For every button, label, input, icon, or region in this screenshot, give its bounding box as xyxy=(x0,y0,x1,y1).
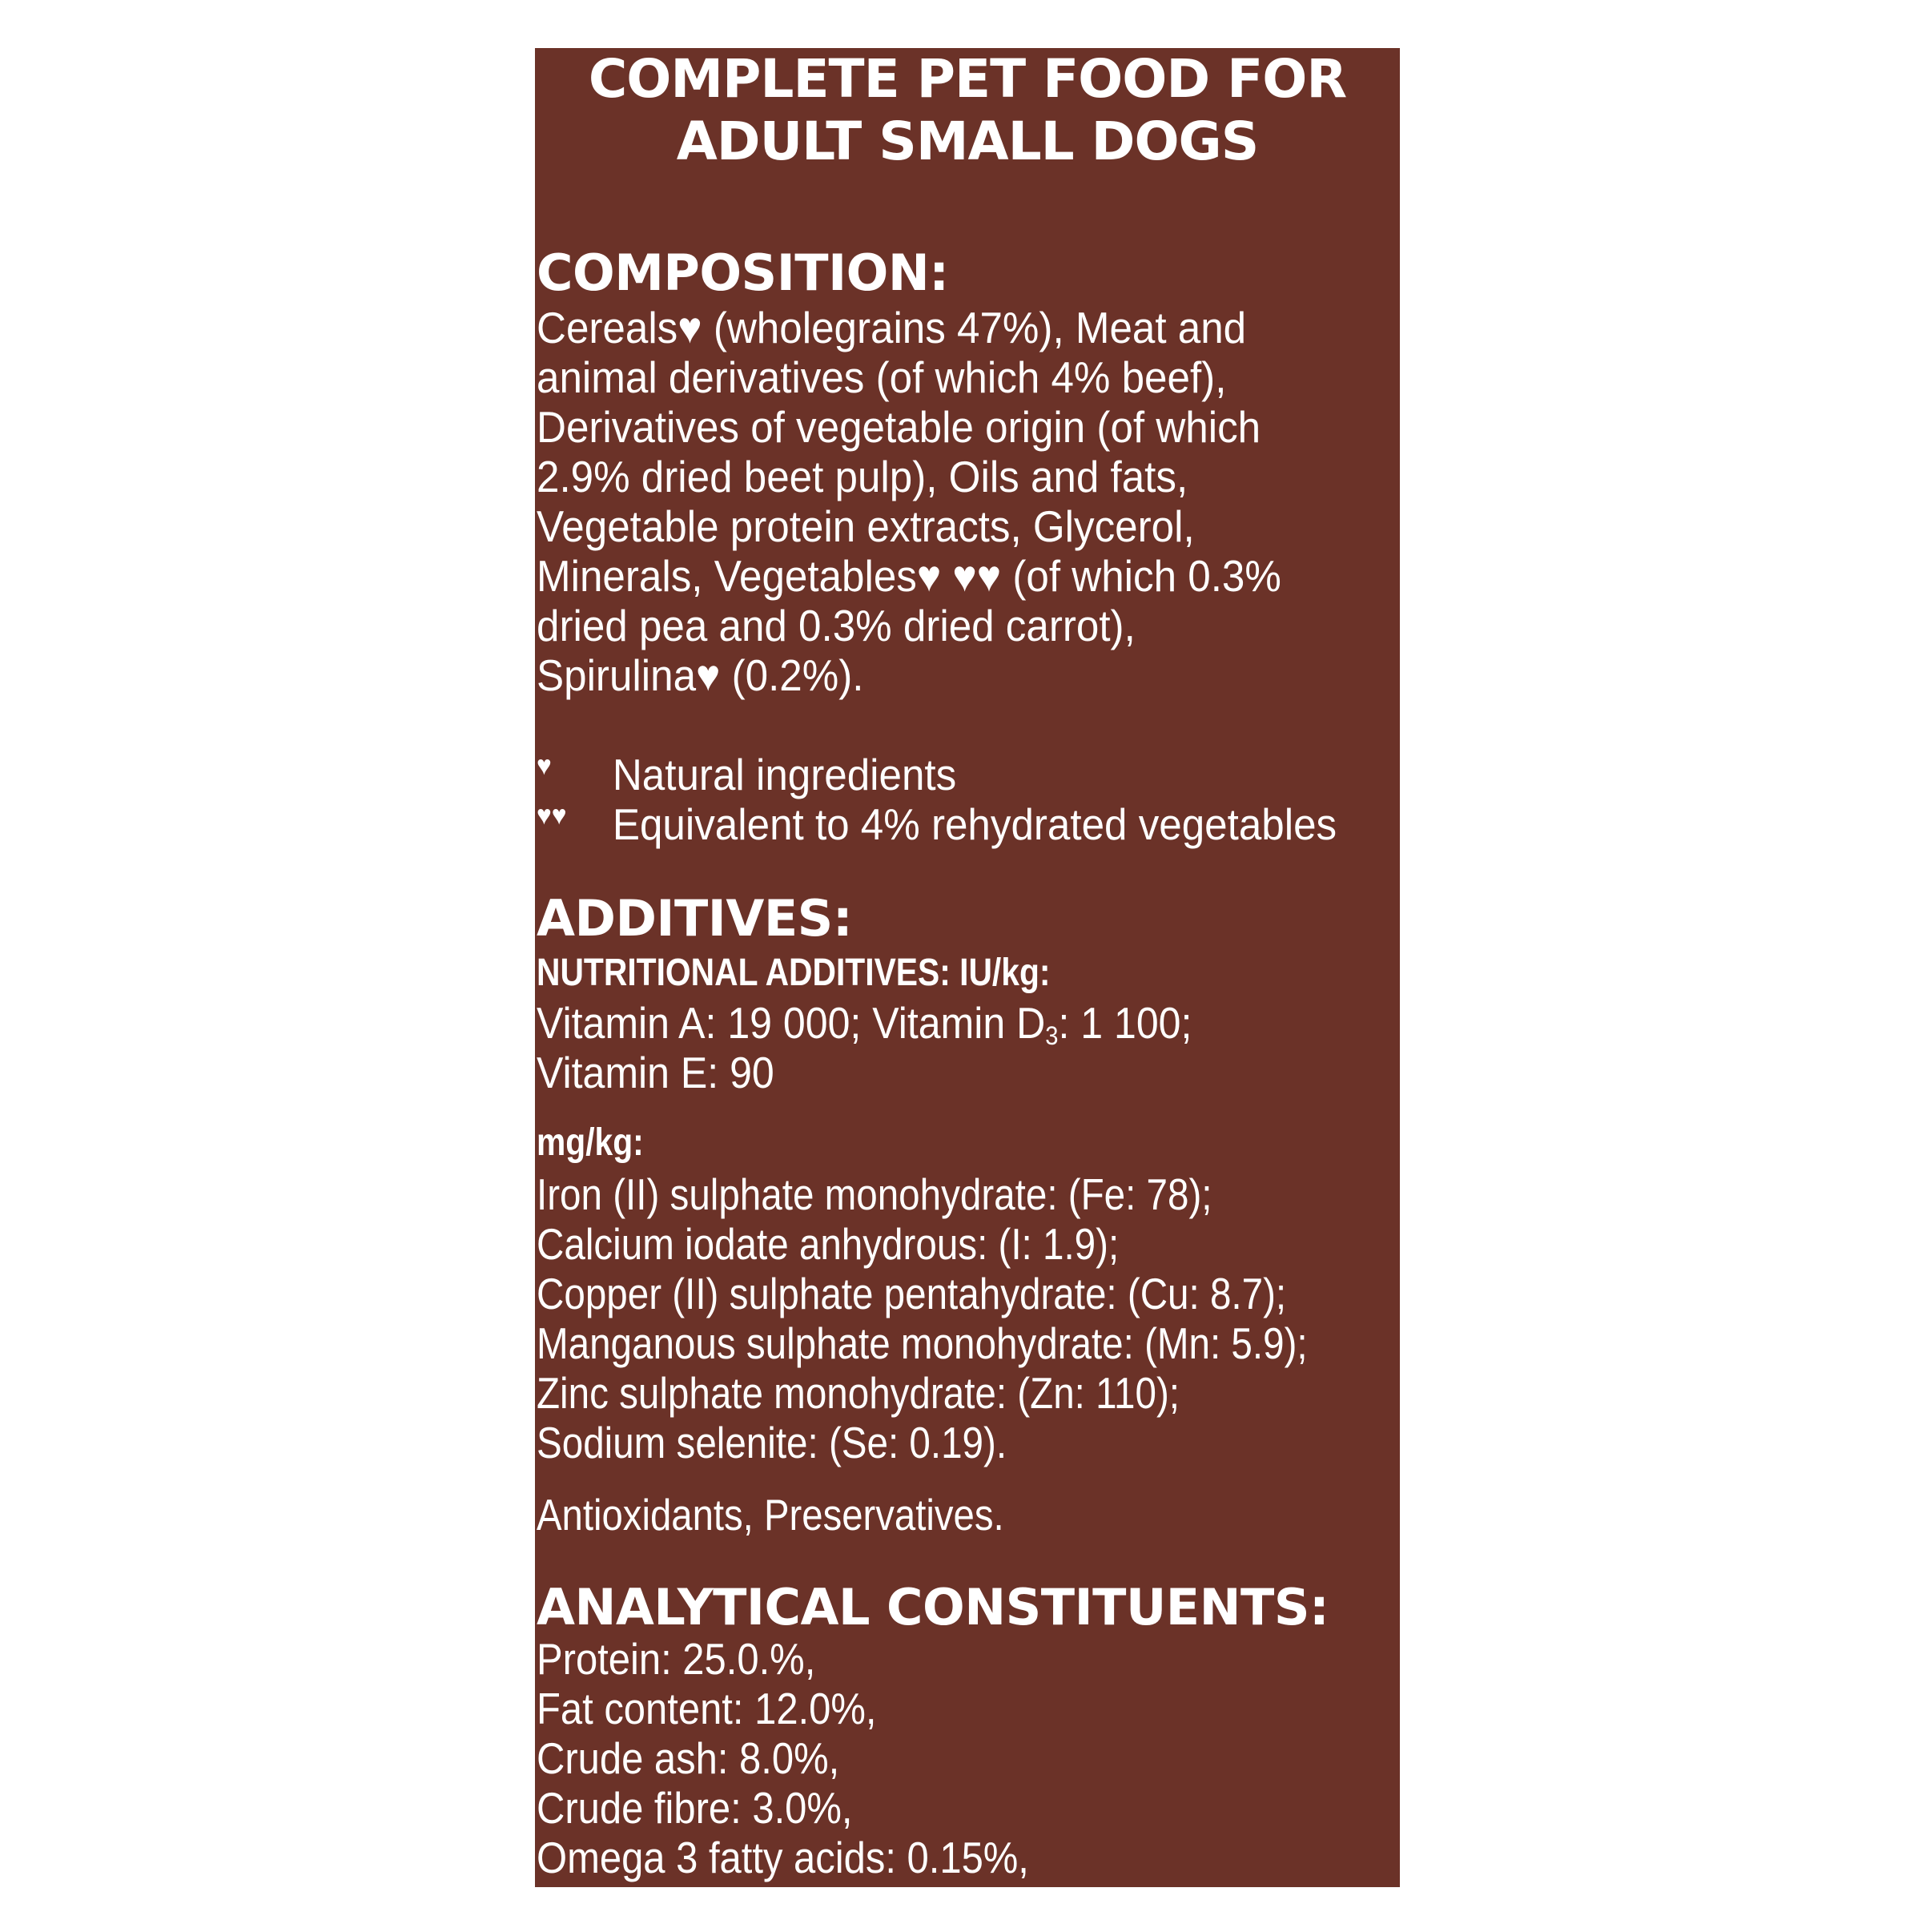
constituent-line: Omega 3 fatty acids: 0.15%, xyxy=(537,1833,1029,1882)
double-heart-icon: ♥♥ xyxy=(537,800,567,831)
vitamins-line-1 xyxy=(537,998,1192,1048)
vitamins-line-2: Vitamin E: 90 xyxy=(537,1048,774,1097)
mineral-line: Manganous sulphate monohydrate: (Mn: 5.9); xyxy=(537,1318,1308,1368)
constituent-line: Crude fibre: 3.0%, xyxy=(537,1783,853,1833)
composition-line: Derivatives of vegetable origin (of which xyxy=(537,402,1261,452)
mineral-line: Zinc sulphate monohydrate: (Zn: 110); xyxy=(537,1368,1180,1418)
constituent-line: Omega 6 fatty acids: 2.6%. xyxy=(537,1882,1007,1932)
d3-subscript: 3 xyxy=(1045,1021,1059,1050)
footnote-natural xyxy=(537,750,1356,799)
composition-text xyxy=(537,303,1281,700)
composition-line: Cereals♥ (wholegrains 47%), Meat and xyxy=(537,303,1247,352)
additives-heading: ADDITIVES: xyxy=(537,889,853,948)
heart-icon: ♥ xyxy=(537,751,552,781)
composition-line: 2.9% dried beet pulp), Oils and fats, xyxy=(537,452,1188,501)
constituent-line: Crude ash: 8.0%, xyxy=(537,1733,840,1783)
footnote-text: Natural ingredients xyxy=(612,750,957,799)
footnote-text: Equivalent to 4% rehydrated vegetables xyxy=(612,799,1337,849)
mg-kg-heading: mg/kg: xyxy=(537,1121,644,1164)
vitamins-text xyxy=(537,998,1192,1097)
composition-line: animal derivatives (of which 4% beef), xyxy=(537,352,1227,402)
nutritional-additives-heading: NUTRITIONAL ADDITIVES: IU/kg: xyxy=(537,952,1051,994)
composition-heading: COMPOSITION: xyxy=(537,244,949,302)
antioxidants-text xyxy=(537,1490,1004,1540)
label-panel xyxy=(535,48,1400,1932)
mineral-line: Copper (II) sulphate pentahydrate: (Cu: 8.7); xyxy=(537,1269,1287,1318)
title-line-1: COMPLETE PET FOOD FOR xyxy=(588,48,1347,110)
mineral-line: Sodium selenite: (Se: 0.19). xyxy=(537,1418,1007,1467)
vitamin-d-value: : 1 100; xyxy=(1058,998,1192,1048)
footnotes xyxy=(537,750,1356,849)
composition-line: dried pea and 0.3% dried carrot), xyxy=(537,601,1136,650)
composition-line: Minerals, Vegetables♥ ♥♥ (of which 0.3% xyxy=(537,551,1281,601)
vitamin-a-d: Vitamin A: 19 000; Vitamin D xyxy=(537,998,1046,1048)
product-title xyxy=(535,48,1400,173)
constituent-line: Protein: 25.0.%, xyxy=(537,1634,816,1684)
composition-line: Spirulina♥ (0.2%). xyxy=(537,650,864,700)
minerals-text xyxy=(537,1169,1308,1467)
composition-line: Vegetable protein extracts, Glycerol, xyxy=(537,501,1195,551)
footnote-rehydrated xyxy=(537,799,1356,849)
analytical-heading: ANALYTICAL CONSTITUENTS: xyxy=(537,1578,1329,1636)
other-additives-line: Antioxidants, Preservatives. xyxy=(537,1490,1004,1540)
title-line-2: ADULT SMALL DOGS xyxy=(676,111,1259,172)
mineral-line: Calcium iodate anhydrous: (I: 1.9); xyxy=(537,1219,1120,1269)
analytical-text xyxy=(537,1634,1029,1932)
constituent-line: Fat content: 12.0%, xyxy=(537,1684,877,1733)
mineral-line: Iron (II) sulphate monohydrate: (Fe: 78); xyxy=(537,1169,1212,1219)
